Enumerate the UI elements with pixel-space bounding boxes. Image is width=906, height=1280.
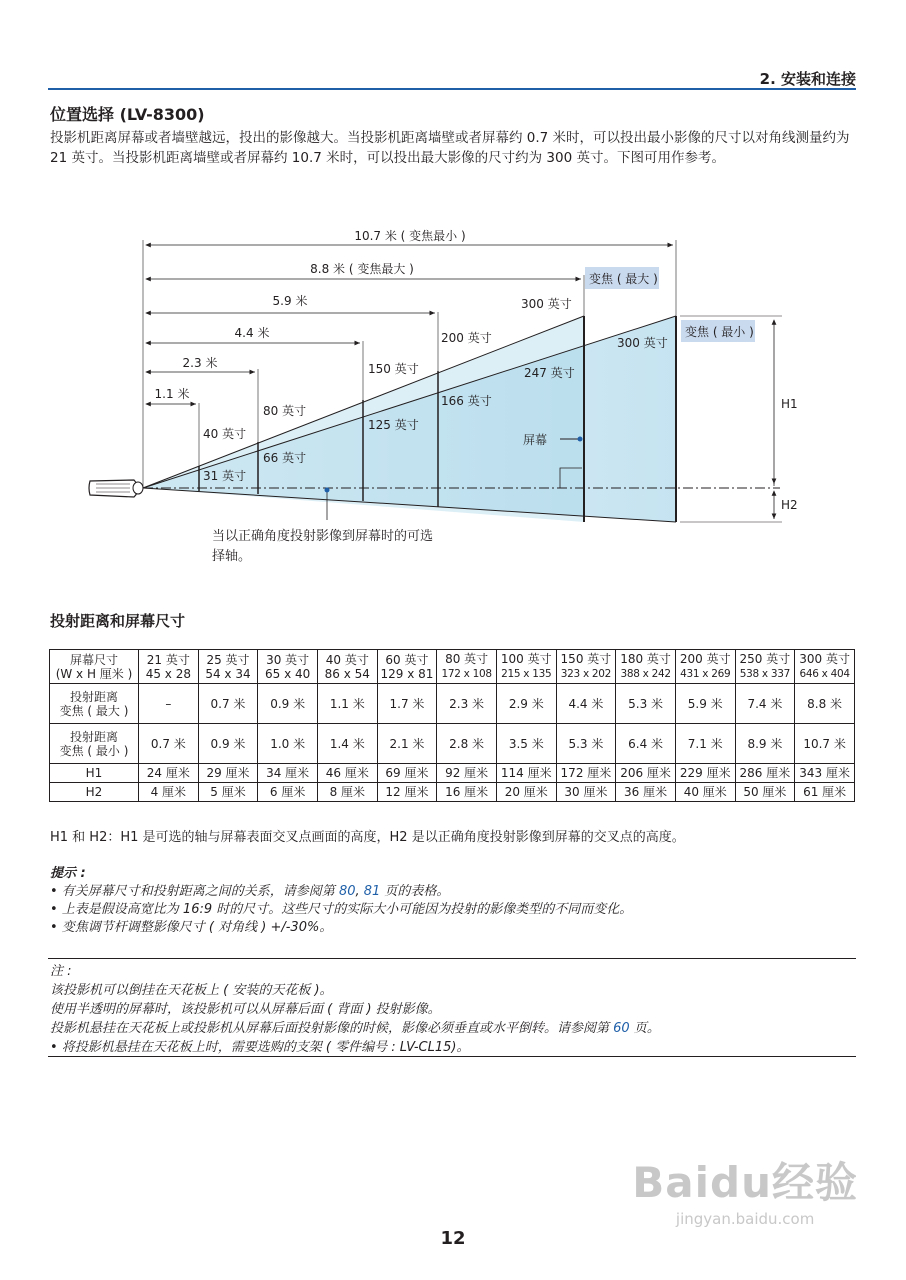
size-dim-4: 129 x 81: [380, 666, 434, 681]
notes-section: [50, 962, 660, 1057]
watermark-url: jingyan.baidu.com: [675, 1210, 815, 1228]
h1-value-9: 229 厘米: [679, 766, 731, 780]
size-inch-3: 40 英寸: [325, 652, 369, 667]
size-label-247: 247 英寸: [524, 366, 575, 380]
size-inch-8: 180 英寸: [620, 652, 671, 666]
size-header-line2: (W x H 厘米 ): [55, 666, 133, 681]
notes-bottom-rule: [48, 1056, 856, 1057]
size-dim-1: 54 x 34: [205, 666, 251, 681]
table-heading: 投射距离和屏幕尺寸: [50, 612, 186, 630]
size-inch-11: 300 英寸: [799, 652, 850, 666]
h2-value-8: 36 厘米: [624, 785, 668, 799]
page-link-81[interactable]: 81: [363, 884, 381, 899]
h1-value-7: 172 厘米: [560, 766, 612, 780]
h1-label: H1: [781, 397, 798, 411]
size-label-66: 66 英寸: [263, 451, 307, 465]
h2-header: H2: [85, 785, 103, 799]
zoom-max-value-3: 1.1 米: [329, 696, 365, 711]
axis-marker-dot: [325, 488, 330, 493]
size-inch-10: 250 英寸: [739, 652, 791, 666]
zoom-max-value-10: 7.4 米: [747, 696, 783, 711]
zoom-max-value-5: 2.3 米: [449, 696, 485, 711]
size-dim-5: 172 x 108: [441, 668, 492, 680]
distance-label-1-1m: 1.1 米: [154, 387, 190, 401]
table-row-zoom-min: [50, 724, 855, 764]
watermark-logo-text: Baidu经验: [632, 1158, 858, 1207]
zoom-min-value-8: 6.4 米: [628, 736, 664, 751]
header-rule: [48, 88, 856, 90]
h1-value-11: 343 厘米: [799, 766, 850, 780]
section-title: 2. 安装和连接: [759, 70, 856, 88]
zoom-min-value-5: 2.8 米: [449, 736, 485, 751]
h2-label: H2: [781, 498, 798, 512]
page-heading: 位置选择 (LV-8300): [50, 105, 205, 124]
projector-icon: [89, 480, 143, 497]
tips-title: 提示 :: [50, 866, 86, 881]
zoom-min-value-11: 10.7 米: [803, 736, 846, 751]
h2-value-2: 6 厘米: [269, 785, 306, 799]
h2-value-1: 5 厘米: [210, 785, 246, 799]
h2-value-3: 8 厘米: [329, 785, 366, 799]
h1-value-2: 34 厘米: [266, 766, 310, 780]
tip-3: • 变焦调节杆调整影像尺寸 ( 对角线 ) +/-30%。: [50, 920, 333, 935]
distance-label-2-3m: 2.3 米: [182, 356, 218, 370]
zoom-min-value-0: 0.7 米: [150, 736, 186, 751]
size-label-31: 31 英寸: [203, 469, 247, 483]
zoom-min-value-2: 1.0 米: [270, 736, 306, 751]
h2-value-4: 12 厘米: [385, 785, 429, 799]
tip-2: • 上表是假设高宽比为 16:9 时的尺寸。这些尺寸的实际大小可能因为投射的影像类型的不同而变化。: [50, 902, 633, 917]
distance-label-5-9m: 5.9 米: [272, 294, 308, 308]
zoom-max-value-2: 0.9 米: [270, 696, 306, 711]
screen-marker-dot: [578, 437, 583, 442]
size-dim-6: 215 x 135: [501, 668, 552, 680]
h2-value-9: 40 厘米: [683, 785, 727, 799]
h1-value-6: 114 厘米: [500, 766, 552, 780]
zoom-min-value-9: 7.1 米: [687, 736, 723, 751]
zoom-max-value-0: –: [165, 696, 172, 711]
axis-caption-line2: 择轴。: [212, 549, 252, 564]
zoom-max-value-9: 5.9 米: [687, 696, 723, 711]
zoom-max-label: 变焦 ( 最大 ): [589, 272, 658, 286]
size-label-200: 200 英寸: [441, 331, 492, 345]
page-link-60[interactable]: 60: [613, 1021, 630, 1036]
zoom-min-value-6: 3.5 米: [508, 736, 544, 751]
h1-value-8: 206 厘米: [620, 766, 671, 780]
size-dim-10: 538 x 337: [739, 668, 791, 680]
h1-h2-note: H1 和 H2：H1 是可选的轴与屏幕表面交叉点画面的高度，H2 是以正确角度投射影像到屏幕的交叉点的高度。: [50, 830, 685, 845]
note-line-1: 该投影机可以倒挂在天花板上 ( 安装的天花板 )。: [50, 983, 333, 998]
size-label-300-zoom-max: 300 英寸: [521, 297, 572, 311]
h2-value-5: 16 厘米: [445, 785, 489, 799]
size-inch-9: 200 英寸: [679, 652, 731, 666]
table-row-h2: [50, 783, 855, 802]
page-number: 12: [440, 1228, 466, 1249]
intro-paragraph: 投影机距离屏幕或者墙壁越远，投出的影像越大。当投影机距离墙壁或者屏幕约 0.7 米时，可以投出最小影像的尺寸以对角线测量约为 21 英寸。当投影机距离墙壁或者屏幕约 10.7 米时，可以投出最大影像的尺寸约为 300 英寸。下图可用作参考。: [50, 130, 850, 166]
size-label-80: 80 英寸: [263, 404, 307, 418]
size-dim-0: 45 x 28: [145, 666, 191, 681]
h2-value-0: 4 厘米: [150, 785, 187, 799]
size-inch-5: 80 英寸: [445, 652, 489, 666]
zoom-max-value-6: 2.9 米: [508, 696, 544, 711]
zoom-min-value-10: 8.9 米: [747, 736, 783, 751]
h1-value-5: 92 厘米: [445, 766, 489, 780]
zoom-min-value-7: 5.3 米: [568, 736, 604, 751]
zoom-max-value-1: 0.7 米: [210, 696, 246, 711]
size-inch-0: 21 英寸: [146, 652, 190, 667]
size-label-150: 150 英寸: [368, 362, 419, 376]
zoom-max-value-8: 5.3 米: [628, 696, 664, 711]
axis-caption-line1: 当以正确角度投射影像到屏幕时的可选: [212, 529, 434, 544]
size-dim-3: 86 x 54: [324, 666, 370, 681]
size-inch-7: 150 英寸: [560, 652, 612, 666]
h2-value-6: 20 厘米: [504, 785, 548, 799]
zoom-max-header-line1: 投射距离: [69, 689, 118, 704]
zoom-max-value-11: 8.8 米: [807, 696, 843, 711]
zoom-min-value-3: 1.4 米: [329, 736, 365, 751]
zoom-max-value-4: 1.7 米: [389, 696, 425, 711]
size-label-166: 166 英寸: [441, 394, 492, 408]
projection-diagram: [0, 200, 906, 570]
distance-label-10-7m: 10.7 米 ( 变焦最小 ): [354, 229, 466, 243]
h1-value-10: 286 厘米: [739, 766, 791, 780]
distance-label-8-8m: 8.8 米 ( 变焦最大 ): [310, 262, 414, 276]
table-row-sizes: [50, 650, 855, 684]
h2-value-7: 30 厘米: [564, 785, 608, 799]
tip-1: • 有关屏幕尺寸和投射距离之间的关系，请参阅第 80, 81 页的表格。: [50, 884, 450, 899]
size-inch-4: 60 英寸: [385, 652, 429, 667]
size-label-125: 125 英寸: [368, 418, 419, 432]
zoom-min-header-line2: 变焦 ( 最小 ): [59, 743, 129, 758]
zoom-min-label: 变焦 ( 最小 ): [685, 325, 754, 339]
zoom-max-header-line2: 变焦 ( 最大 ): [59, 703, 129, 718]
watermark: [632, 1150, 858, 1228]
zoom-max-value-7: 4.4 米: [568, 696, 604, 711]
zoom-min-header-line1: 投射距离: [69, 729, 118, 744]
h1-value-4: 69 厘米: [385, 766, 429, 780]
h1-value-3: 46 厘米: [325, 766, 369, 780]
size-label-300-zoom-min: 300 英寸: [617, 336, 668, 350]
size-dim-2: 65 x 40: [265, 666, 311, 681]
zoom-min-value-1: 0.9 米: [210, 736, 246, 751]
size-dim-9: 431 x 269: [680, 668, 731, 680]
size-dim-7: 323 x 202: [560, 668, 612, 680]
size-inch-2: 30 英寸: [266, 652, 310, 667]
h1-value-1: 29 厘米: [206, 766, 250, 780]
note-line-3: 投影机悬挂在天花板上或投影机从屏幕后面投射影像的时候，影像必须垂直或水平倒转。请参阅第 60 页。: [50, 1021, 660, 1036]
throw-distance-table: [49, 649, 855, 802]
size-inch-6: 100 英寸: [500, 652, 552, 666]
h1-header: H1: [85, 766, 103, 780]
screen-label: 屏幕: [523, 433, 548, 447]
h2-value-11: 61 厘米: [803, 785, 847, 799]
zoom-min-value-4: 2.1 米: [389, 736, 425, 751]
size-label-40: 40 英寸: [203, 427, 247, 441]
size-dim-11: 646 x 404: [799, 668, 850, 680]
distance-label-4-4m: 4.4 米: [234, 326, 270, 340]
h1-value-0: 24 厘米: [146, 766, 190, 780]
notes-top-rule: [48, 958, 856, 959]
size-dim-8: 388 x 242: [620, 668, 671, 680]
note-line-4: • 将投影机悬挂在天花板上时，需要选购的支架 ( 零件编号 : LV-CL15)。: [50, 1040, 470, 1055]
h2-value-10: 50 厘米: [743, 785, 787, 799]
table-row-zoom-max: [50, 684, 855, 724]
notes-title: 注 :: [50, 964, 72, 979]
note-line-2: 使用半透明的屏幕时，该投影机可以从屏幕后面 ( 背面 ) 投射影像。: [50, 1002, 441, 1017]
size-inch-1: 25 英寸: [206, 652, 250, 667]
size-header-line1: 屏幕尺寸: [69, 652, 118, 667]
page-link-80[interactable]: 80: [338, 884, 356, 899]
table-row-h1: [50, 764, 855, 783]
tips-section: [50, 865, 632, 937]
